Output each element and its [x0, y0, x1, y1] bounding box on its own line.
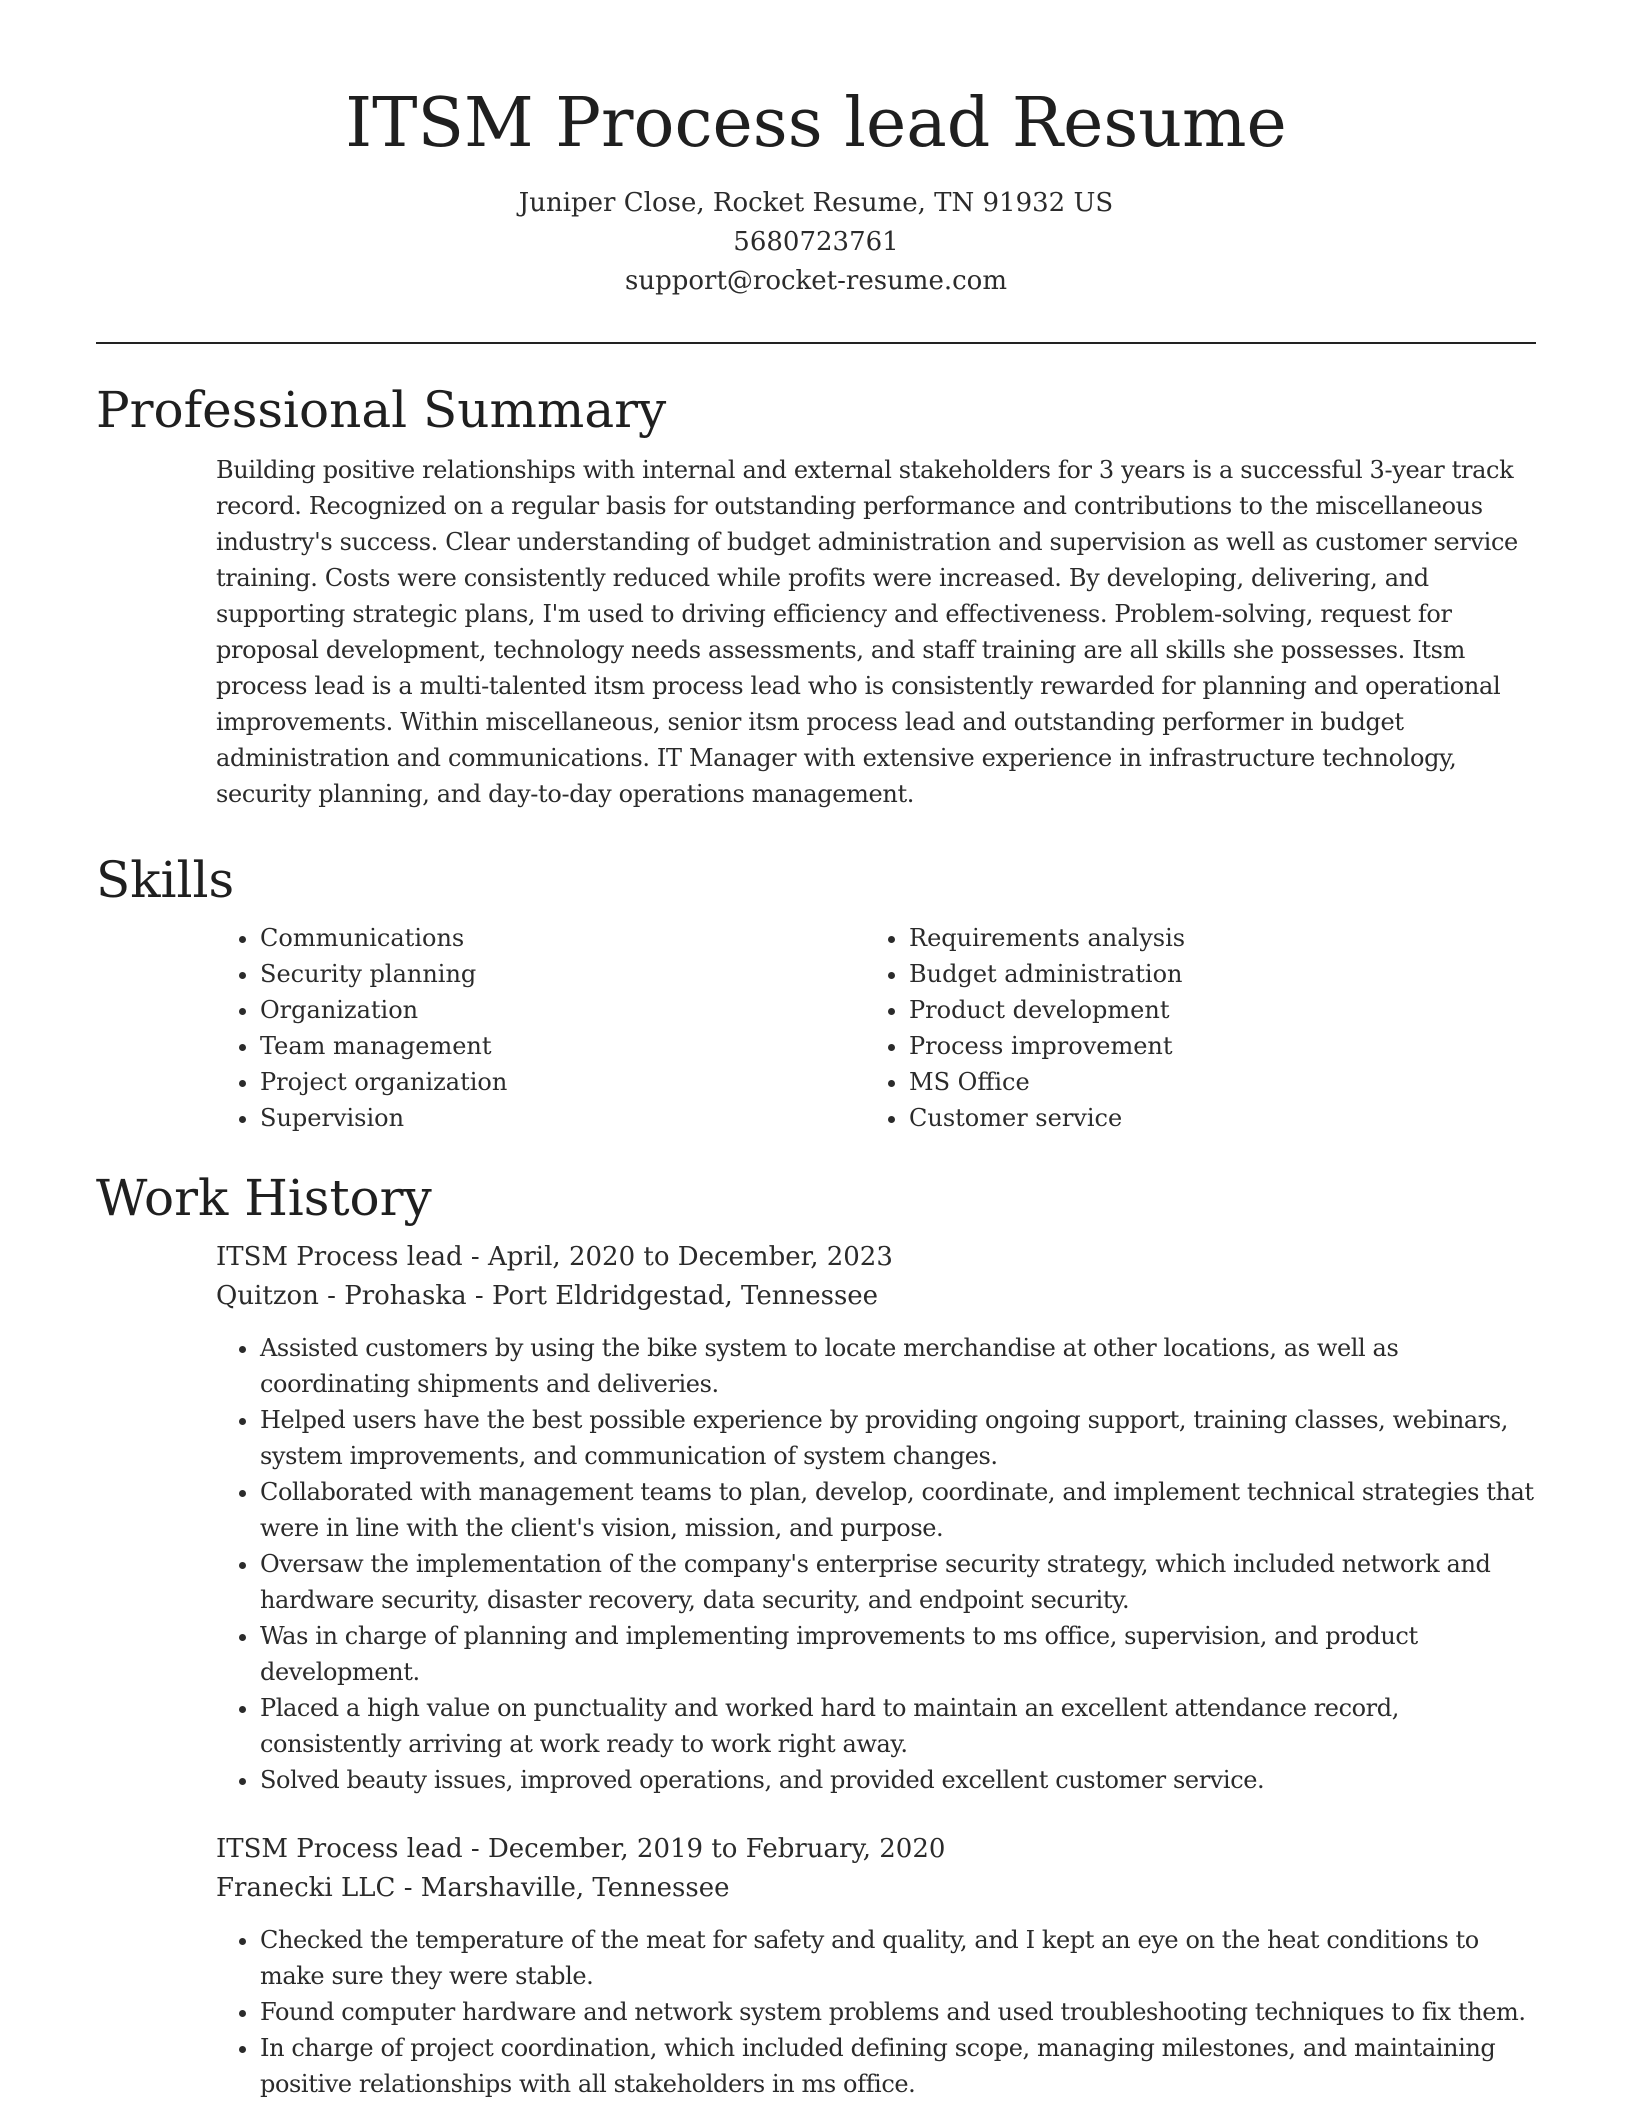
job-company-line: Quitzon - Prohaska - Port Eldridgestad, Tennessee: [216, 1281, 879, 1311]
skill-item: • Supervision: [260, 1100, 865, 1136]
contact-address: Juniper Close, Rocket Resume, TN 91932 US: [518, 188, 1114, 218]
skill-item: • Product development: [909, 992, 1514, 1028]
list-item: • Helped users have the best possible experience by providing ongoing support, training classes, webinars, system improvements, and communication of system changes.: [260, 1402, 1536, 1474]
skill-item: • Communications: [260, 920, 865, 956]
skill-item: • MS Office: [909, 1064, 1514, 1100]
job-bullet-list: [216, 1330, 1536, 1798]
skills-heading: Skills: [96, 851, 235, 909]
list-item: • Placed a high value on punctuality and worked hard to maintain an excellent attendance record, consistently arriving at work ready to work right away.: [260, 1690, 1536, 1762]
skill-item: • Requirements analysis: [909, 920, 1514, 956]
page-title: ITSM Process lead Resume: [345, 84, 1287, 163]
skill-item: • Security planning: [260, 956, 865, 992]
job-bullet-list: [216, 1922, 1536, 2102]
work-history-heading: Work History: [96, 1169, 432, 1227]
skills-grid: [216, 920, 1536, 1136]
job-entry: [216, 1830, 1536, 2102]
list-item: • Collaborated with management teams to plan, develop, coordinate, and implement technical strategies that were in line with the client's vision, mission, and purpose.: [260, 1474, 1536, 1546]
list-item: • Assisted customers by using the bike system to locate merchandise at other locations, as well as coordinating shipments and deliveries.: [260, 1330, 1536, 1402]
list-item: • Solved beauty issues, improved operations, and provided excellent customer service.: [260, 1762, 1536, 1798]
work-history-section: [96, 1166, 1536, 2102]
header-divider: [96, 342, 1536, 344]
skill-item: • Process improvement: [909, 1028, 1514, 1064]
skill-item: • Organization: [260, 992, 865, 1028]
summary-heading: Professional Summary: [96, 381, 667, 439]
summary-section: [96, 378, 1536, 812]
contact-phone: 5680723761: [733, 227, 899, 257]
list-item: • Checked the temperature of the meat for safety and quality, and I kept an eye on the heat conditions to make sure they were stable.: [260, 1922, 1536, 1994]
list-item: • Oversaw the implementation of the company's enterprise security strategy, which included network and hardware security, disaster recovery, data security, and endpoint security.: [260, 1546, 1536, 1618]
list-item: • Was in charge of planning and implementing improvements to ms office, supervision, and product development.: [260, 1618, 1536, 1690]
job-title-line: ITSM Process lead - December, 2019 to February, 2020: [216, 1834, 946, 1864]
contact-email: support@rocket-resume.com: [624, 266, 1007, 296]
job-entry: [216, 1238, 1536, 1798]
skills-list-left: [216, 920, 865, 1136]
list-item: • Found computer hardware and network system problems and used troubleshooting techniques to fix them.: [260, 1994, 1536, 2030]
job-title-line: ITSM Process lead - April, 2020 to December, 2023: [216, 1242, 893, 1272]
skills-section: [96, 848, 1536, 1136]
job-company-line: Franecki LLC - Marshaville, Tennessee: [216, 1873, 730, 1903]
summary-paragraph: Building positive relationships with internal and external stakeholders for 3 years is a successful 3-year track record. Recognized on a regular basis for outstanding performance and contributions to the miscellaneous industry's success. Clear understanding of budget administration and supervision as well as customer service training. Costs were consistently reduced while profits were increased. By developing, delivering, and supporting strategic plans, I'm used to driving efficiency and effectiveness. Problem-solving, request for proposal development, technology needs assessments, and staff training are all skills she possesses. Itsm process lead is a multi-talented itsm process lead who is consistently rewarded for planning and operational improvements. Within miscellaneous, senior itsm process lead and outstanding performer in budget administration and communications. IT Manager with extensive experience in infrastructure technology, security planning, and day-to-day operations management.: [216, 456, 1518, 808]
list-item: • In charge of project coordination, which included defining scope, managing milestones, and maintaining positive relationships with all stakeholders in ms office.: [260, 2030, 1536, 2102]
skill-item: • Budget administration: [909, 956, 1514, 992]
resume-header: [0, 0, 1632, 301]
skill-item: • Customer service: [909, 1100, 1514, 1136]
skill-item: • Project organization: [260, 1064, 865, 1100]
skill-item: • Team management: [260, 1028, 865, 1064]
skills-list-right: [865, 920, 1514, 1136]
